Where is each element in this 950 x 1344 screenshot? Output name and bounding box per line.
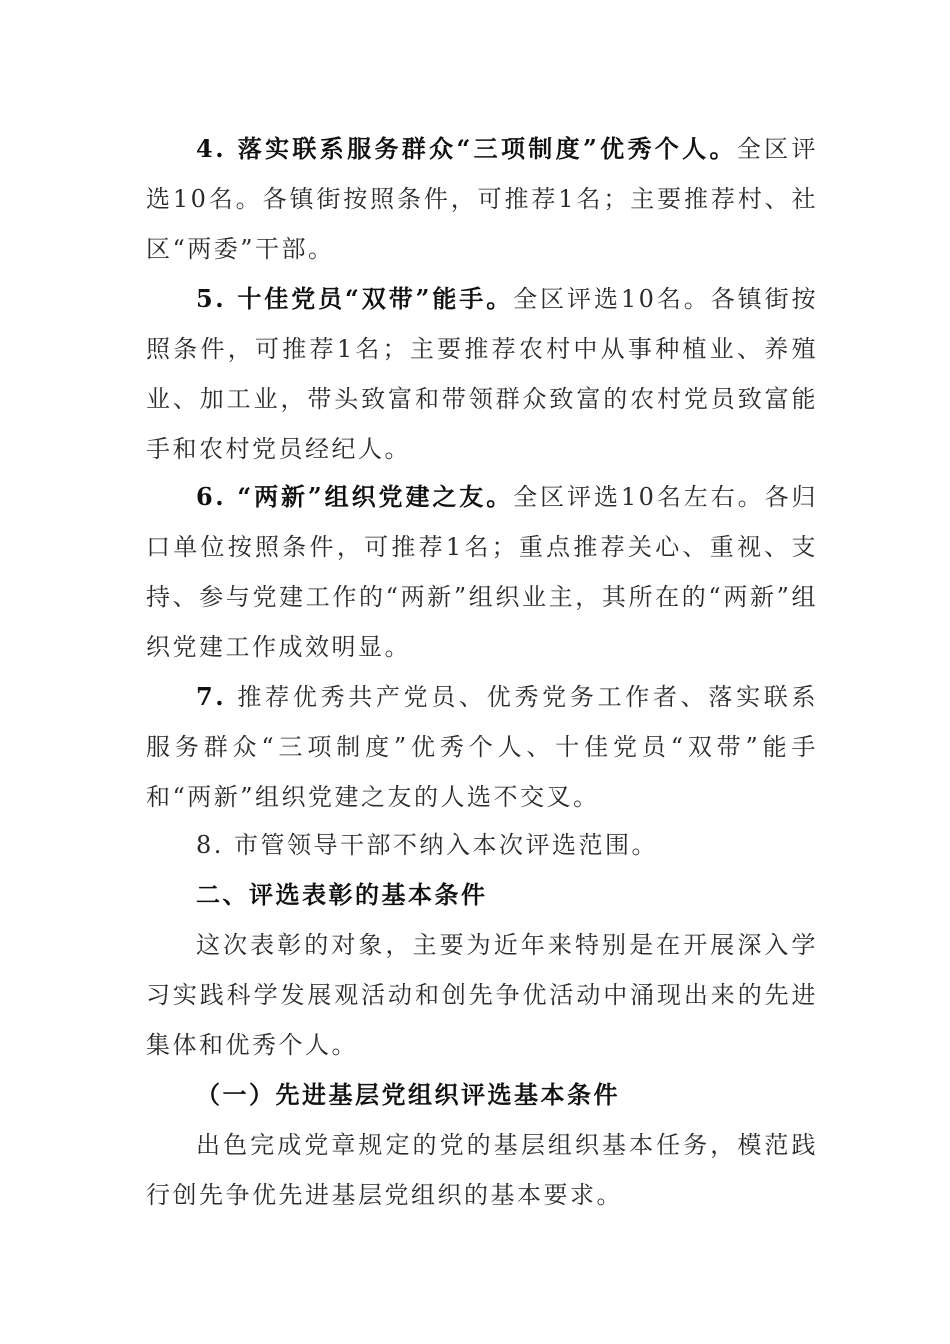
- item-4-body: 全区评选10名。各镇街按照条件，可推荐1名；主要推荐村、社区“两委”干部。: [146, 135, 818, 263]
- paragraph-item-7: [146, 672, 818, 822]
- item-7-lead: 7.: [196, 682, 227, 711]
- item-5-lead: 5. 十佳党员“双带”能手。: [196, 284, 514, 313]
- paragraph-item-6: [146, 472, 818, 672]
- paragraph-item-5: [146, 274, 818, 474]
- item-7-body: 推荐优秀共产党员、优秀党务工作者、落实联系服务群众“三项制度”优秀个人、十佳党员“双带”能手和“两新”组织党建之友的人选不交叉。: [146, 683, 818, 811]
- subsection-1-title: （一）先进基层党组织评选基本条件: [196, 1080, 620, 1109]
- item-4-lead: 4. 落实联系服务群众“三项制度”优秀个人。: [196, 134, 737, 163]
- item-6-body: 全区评选10名左右。各归口单位按照条件，可推荐1名；重点推荐关心、重视、支持、参与党建工作的“两新”组织业主，其所在的“两新”组织党建工作成效明显。: [146, 483, 818, 661]
- item-8-body: 8. 市管领导干部不纳入本次评选范围。: [196, 831, 659, 859]
- condition-body: 出色完成党章规定的党的基层组织基本任务，模范践行创先争优先进基层党组织的基本要求。: [146, 1131, 818, 1209]
- item-5-body: 全区评选10名。各镇街按照条件，可推荐1名；主要推荐农村中从事种植业、养殖业、加工业，带头致富和带领群众致富的农村党员致富能手和农村党员经纪人。: [146, 285, 818, 463]
- paragraph-item-8: [146, 820, 818, 870]
- paragraph-intro: [146, 920, 818, 1070]
- item-6-lead: 6. “两新”组织党建之友。: [196, 482, 514, 511]
- paragraph-item-4: [146, 124, 818, 274]
- subsection-1-heading: [146, 1070, 818, 1120]
- section-2-title: 二、评选表彰的基本条件: [196, 880, 488, 909]
- paragraph-condition: [146, 1120, 818, 1220]
- section-2-heading: [146, 870, 818, 920]
- intro-body: 这次表彰的对象，主要为近年来特别是在开展深入学习实践科学发展观活动和创先争优活动中涌现出来的先进集体和优秀个人。: [146, 931, 818, 1059]
